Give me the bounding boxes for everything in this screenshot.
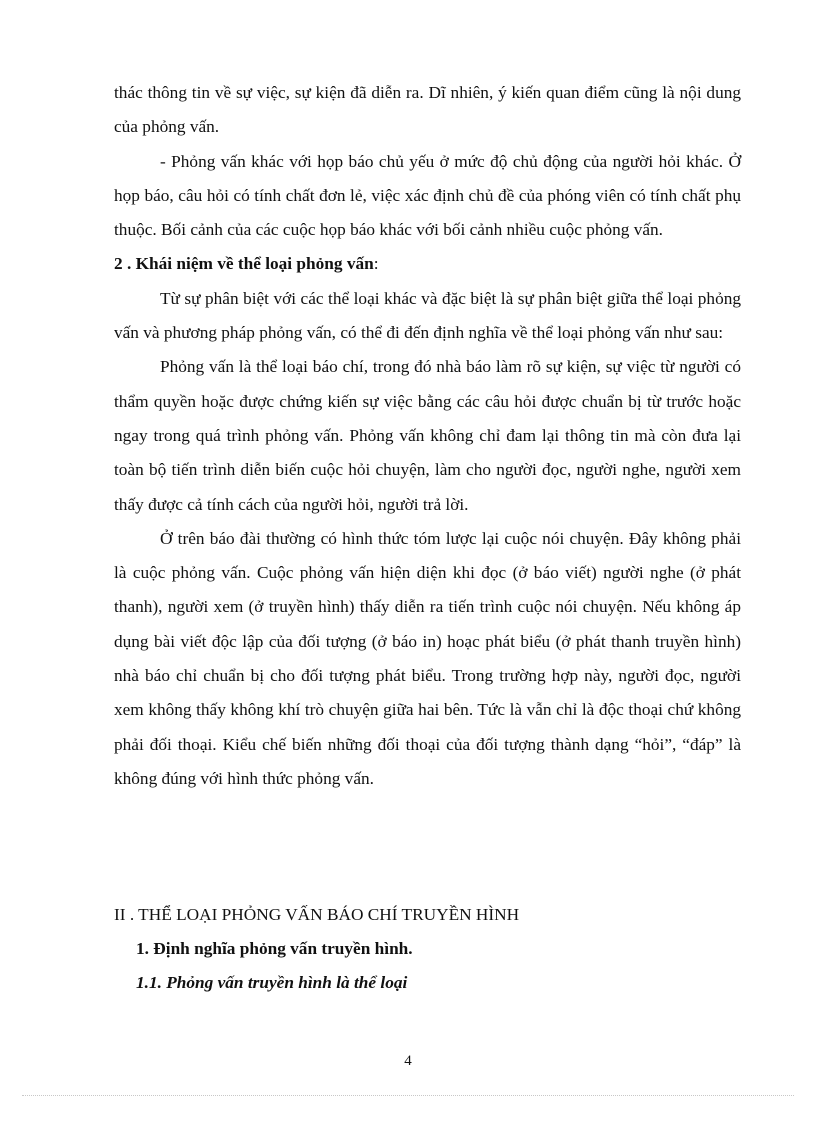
heading-concept	[114, 247, 741, 281]
paragraph-continuation: thác thông tin về sự việc, sự kiện đã diễn ra. Dĩ nhiên, ý kiến quan điểm cũng là nội dung của phỏng vấn.	[114, 83, 741, 137]
heading-concept-colon: :	[373, 254, 379, 274]
paragraph-definition: Phỏng vấn là thể loại báo chí, trong đó nhà báo làm rõ sự kiện, sự việc từ người có thẩm quyền hoặc được chứng kiến sự việc bằng các câu hỏi được chuẩn bị từ trước hoặc ngay trong quá trình phỏng vấn. Phỏng vấn không chỉ đam lại thông tin mà còn đưa lại toàn bộ tiến trình diễn biến cuộc hỏi chuyện, làm cho người đọc, người nghe, người xem thấy được cả tính cách của người hỏi, người trả lời.	[114, 357, 741, 514]
body-text	[114, 76, 741, 796]
paragraph-summary-form: Ở trên báo đài thường có hình thức tóm lược lại cuộc nói chuyện. Đây không phải là cuộc phỏng vấn. Cuộc phỏng vấn hiện diện khi đọc (ở báo viết) người nghe (ở phát thanh), người xem (ở truyền hình) thấy diễn ra tiến trình cuộc nói chuyện. Nếu không áp dụng bài viết độc lập của đối tượng (ở báo in) hoạc phát biểu (ở phát thanh truyền hình) nhà báo chỉ chuẩn bị cho đối tượng phát biểu. Trong trường hợp này, người đọc, người xem không thấy không khí trò chuyện giữa hai bên. Tức là vẫn chỉ là độc thoại chứ không phải đối thoại. Kiểu chế biến những đối thoại của đối tượng thành dạng “hỏi”, “đáp” là không đúng với hình thức phỏng vấn.	[114, 528, 741, 788]
subsection-title: 1. Định nghĩa phỏng vấn truyền hình.	[136, 939, 413, 958]
paragraph-press-conference-comparison: - Phỏng vấn khác với họp báo chủ yếu ở mức độ chủ động của người hỏi khác. Ở họp báo, câu hỏi có tính chất đơn lẻ, việc xác định chủ đề của phóng viên có tính chất phụ thuộc. Bối cảnh của các cuộc họp báo khác với bối cảnh nhiều cuộc phỏng vấn.	[114, 151, 741, 240]
footer-divider	[22, 1095, 794, 1096]
page-number: 4	[404, 1053, 412, 1069]
section-title: II . THỂ LOẠI PHỎNG VẤN BÁO CHÍ TRUYỀN HÌNH	[114, 905, 520, 924]
heading-concept-text: 2 . Khái niệm về thể loại phỏng vấn	[114, 254, 374, 274]
subsubsection-title: 1.1. Phỏng vấn truyền hình là thể loại	[136, 973, 408, 992]
paragraph-definition-intro: Từ sự phân biệt với các thể loại khác và đặc biệt là sự phân biệt giữa thể loại phỏng vấn và phương pháp phỏng vấn, có thể đi đến định nghĩa về thể loại phỏng vấn như sau:	[114, 288, 741, 343]
